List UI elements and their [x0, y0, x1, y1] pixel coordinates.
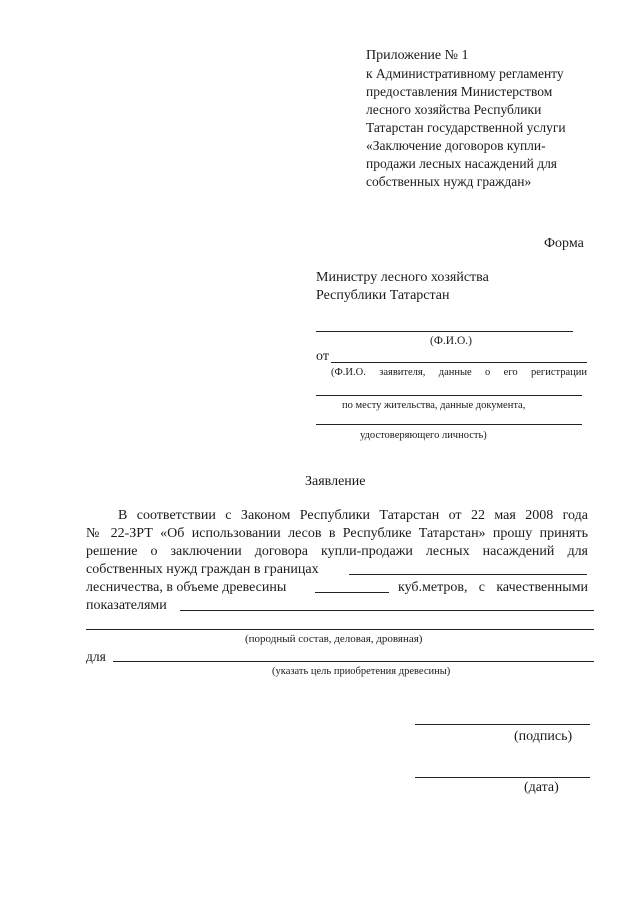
addressee-line-2: Республики Татарстан — [316, 288, 450, 303]
appendix-line: Татарстан государственной услуги — [366, 120, 566, 135]
species-caption: (породный состав, деловая, дровяная) — [245, 633, 423, 645]
applicant-caption-3: удостоверяющего личность) — [360, 430, 487, 441]
body-line-5a: лесничества, в объеме древесины — [86, 580, 287, 595]
applicant-caption-1: (Ф.И.О. заявителя, данные о его регистрации — [331, 367, 587, 378]
applicant-caption-2: по месту жительства, данные документа, — [342, 400, 526, 411]
body-line-1: В соответствии с Законом Республики Татарстан от 22 мая 2008 года — [118, 508, 588, 523]
appendix-line: лесного хозяйства Республики — [366, 102, 542, 117]
body-line-2: № 22-ЗРТ «Об использовании лесов в Республике Татарстан» прошу принять — [86, 526, 588, 541]
purpose-caption: (указать цель приобретения древесины) — [272, 666, 451, 677]
boundaries-blank-line[interactable] — [349, 574, 587, 575]
signature-caption: (подпись) — [514, 729, 573, 744]
appendix-line: «Заключение договоров купли- — [366, 138, 546, 153]
from-blank-line[interactable] — [331, 362, 587, 363]
appendix-title: Приложение № 1 — [366, 48, 469, 63]
signature-blank-line[interactable] — [415, 724, 590, 725]
body-line-6: показателями — [86, 598, 167, 613]
statement-title: Заявление — [305, 474, 366, 489]
volume-blank-line[interactable] — [315, 592, 389, 593]
appendix-line: собственных нужд граждан» — [366, 174, 532, 189]
applicant-blank-line-2[interactable] — [316, 395, 582, 396]
body-line-4: собственных нужд граждан в границах — [86, 562, 319, 577]
appendix-line: к Административному регламенту — [366, 66, 564, 81]
for-label: для — [86, 649, 106, 664]
body-line-3: решение о заключении договора купли-продажи лесных насаждений для — [86, 544, 588, 559]
purpose-blank-line[interactable] — [113, 661, 594, 662]
form-label: Форма — [544, 236, 584, 251]
appendix-line: продажи лесных насаждений для — [366, 156, 558, 171]
date-blank-line[interactable] — [415, 777, 590, 778]
from-label: от — [316, 349, 329, 364]
fio-blank-line[interactable] — [316, 331, 573, 332]
date-caption: (дата) — [524, 780, 559, 795]
quality-blank-line[interactable] — [180, 610, 594, 611]
body-line-5b: куб.метров, с качественными — [398, 580, 588, 595]
species-blank-line[interactable] — [86, 629, 594, 630]
addressee-line-1: Министру лесного хозяйства — [316, 270, 489, 285]
appendix-block — [366, 46, 616, 191]
applicant-blank-line-3[interactable] — [316, 424, 582, 425]
fio-caption: (Ф.И.О.) — [430, 335, 472, 347]
appendix-line: предоставления Министерством — [366, 84, 553, 99]
